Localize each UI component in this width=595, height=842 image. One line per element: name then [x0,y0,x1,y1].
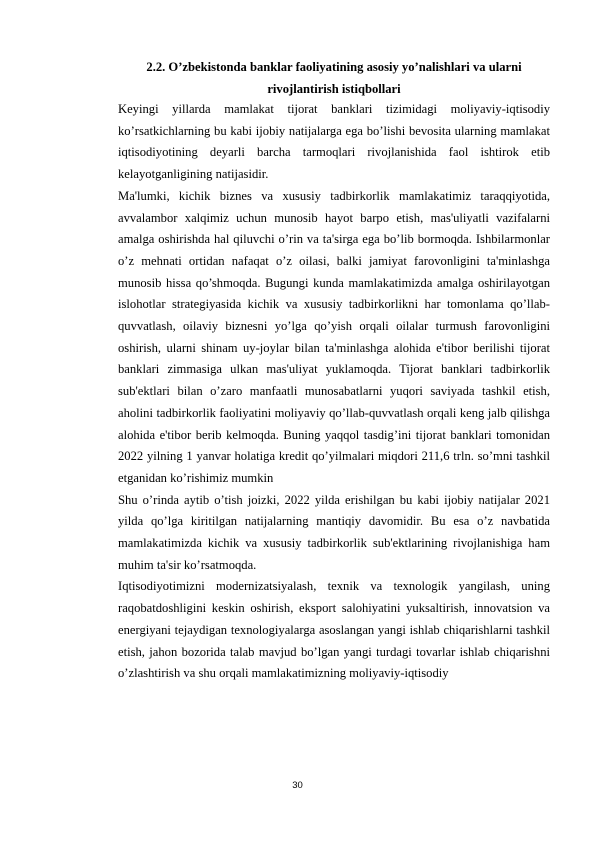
section-heading: 2.2. O’zbekistonda banklar faoliyatining asosiy yo’nalishlari va ularni rivojlantirish istiqbollari [146,60,522,96]
paragraph-2: Ma'lumki, kichik biznes va xususiy tadbirkorlik mamlakatimiz taraqqiyotida, avvalambor xalqimiz uchun munosib hayot barpo etish, mas'uliyatli vazifalarni amalga oshirishda hal qiluvchi o’rin va ta'sirga ega bo’lib bormoqda. Ishbilarmonlar o’z mehnati ortidan nafaqat o’z oilasi, balki jamiyat farovonligini ta'minlashga munosib hissa qo’shmoqda. Bugungi kunda mamlakatimizda amalga oshirilayotgan islohotlar strategiyasida kichik va xususiy tadbirkorlikni har tomonlama qo’llab-quvvatlash, oilaviy biznesni yo’lga qo’yish orqali oilalar turmush farovonligini oshirish, ularni shinam uy-joylar bilan ta'minlashga alohida e'tibor berilishi tijorat banklari zimmasiga ulkan mas'uliyat yuklamoqda. Tijorat banklari tadbirkorlik sub'ektlari bilan o’zaro manfaatli munosabatlarni yuqori saviyada tashkil etish, aholini tadbirkorlik faoliyatini moliyaviy qo’llab-quvvatlash orqali keng jalb qilishga alohida e'tibor berib kelmoqda. Buning yaqqol tasdig’ini tijorat banklari tomonidan 2022 yilning 1 yanvar holatiga kredit qo’yilmalari miqdori 211,6 trln. so’mni tashkil etganidan ko’rishimiz mumkin [118,188,550,485]
paragraph-4: Iqtisodiyotimizni modernizatsiyalash, texnik va texnologik yangilash, uning raqobatdoshligini keskin oshirish, eksport salohiyatini yuksaltirish, innovatsion va energiyani tejaydigan texnologiyalarga asoslangan yangi ishlab chiqarishlarni tashkil etish, jahon bozorida talab mavjud bo’lgan yangi turdagi tovarlar ishlab chiqarishni o’zlashtirish va shu orqali mamlakatimizning moliyaviy-iqtisodiy [118,579,550,681]
body-text [118,99,550,685]
page-number: 30 [292,780,303,791]
paragraph-1: Keyingi yillarda mamlakat tijorat banklari tizimidagi moliyaviy-iqtisodiy ko’rsatkichlarning bu kabi ijobiy natijalarga ega bo’lishi bevosita ularning mamlakat iqtisodiyotining deyarli barcha tarmoqlari rivojlanishida faol ishtirok etib kelayotganligining natijasidir. [118,102,550,182]
paragraph-3: Shu o’rinda aytib o’tish joizki, 2022 yilda erishilgan bu kabi ijobiy natijalar 2021 yilda qo’lga kiritilgan natijalarning mantiqiy davomidir. Bu esa o’z navbatida mamlakatimizda kichik va xususiy tadbirkorlik sub'ektlarining rivojlanishiga ham muhim ta'sir ko’rsatmoqda. [118,492,550,572]
